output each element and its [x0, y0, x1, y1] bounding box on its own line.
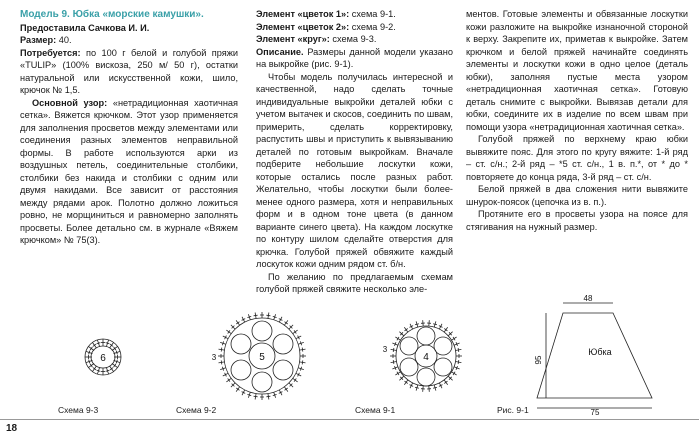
stitch-mark	[393, 348, 394, 352]
stitch-mark	[254, 396, 258, 397]
col3-paragraph-3: Белой пряжей в два сложения нити вывяжите шнурок-поясок (цепочка из в. п.).	[466, 184, 688, 207]
element-1-value: схема 9-1.	[351, 9, 396, 19]
pattern-top-width: 48	[583, 294, 593, 303]
scheme-9-3-center: 6	[100, 353, 106, 364]
stitch-mark	[285, 322, 288, 324]
pattern-height: 95	[534, 355, 543, 365]
stitch-mark	[302, 348, 303, 352]
author-line: Предоставила Сачкова И. И.	[20, 22, 150, 33]
size-label: Размер:	[20, 35, 57, 45]
element-3-label: Элемент «круг»:	[256, 34, 330, 44]
stitch-mark	[228, 330, 230, 333]
element-2-value: схема 9-2.	[351, 21, 396, 32]
pattern-text: «нетрадиционная хаотичная сетка». Вяжется крючком. Этот узор применяется для заполнения просветов между элементами или соединения разных элементов неправильной формы. В работе используются арки из воздушных петель, соединительные столбики, столбики без накида и столбики с одним или двумя накидами. Все зависит от расстояния между рядами арок. Полотно должно ложиться ровно, не морщиниться и равномерно заполнять просветы. Более детально см. в журнале «Вяжем крючком» № 75(3).	[20, 97, 238, 245]
stitch-mark	[266, 396, 270, 397]
page-number: 18	[6, 423, 18, 434]
stitch-mark	[228, 379, 230, 382]
scheme-9-2-row-label: 3	[211, 353, 217, 362]
scheme-9-3-caption: Схема 9-3	[58, 405, 99, 415]
stitch-mark	[458, 360, 459, 364]
element-1-label: Элемент «цветок 1»:	[256, 9, 350, 19]
needs-text: по 100 г белой и голубой пряжи «TULIP» (100% вискоза, 250 м/ 50 г), остатки натуральной или искусственной кожи, шило, крючок № 1,5.	[20, 47, 238, 95]
needs-label: Потребуется:	[20, 47, 81, 58]
element-2-label: Элемент «цветок 2»:	[256, 21, 350, 32]
stitch-mark	[302, 360, 303, 364]
model-title: Модель 9. Юбка «морские камушки».	[20, 9, 204, 20]
stitch-mark	[254, 315, 258, 316]
pattern-label: Юбка	[588, 347, 612, 357]
col3-paragraph-4: Протяните его в просветы узора на поясе для стягивания на нужный размер.	[466, 209, 688, 232]
stitch-mark	[433, 324, 437, 325]
page-footer-rule	[0, 419, 699, 420]
scheme-9-2-diagram	[212, 312, 306, 400]
stitch-mark	[221, 360, 222, 364]
figure-9-1-caption: Рис. 9-1	[497, 405, 529, 415]
stitch-mark	[266, 315, 270, 316]
stitch-mark	[236, 388, 239, 390]
col3-paragraph-2: Голубой пряжей по верхнему краю юбки вывяжите пояс. Для этого по кругу вяжите: 1-й ряд – ст. с/н.; 2-й ряд – *5 ст. с/н., 1 в. п.*, от * до * повторяете до конца ряда, 3-й ряд – ст. с/н.	[466, 134, 688, 182]
description-label: Описание.	[256, 46, 304, 57]
stitch-mark	[294, 330, 296, 333]
stitch-mark	[285, 388, 288, 390]
pattern-label: Основной узор:	[32, 97, 108, 108]
scheme-9-2-caption: Схема 9-2	[176, 405, 217, 415]
scheme-9-3-diagram	[85, 339, 121, 375]
scheme-9-1-caption: Схема 9-1	[355, 405, 396, 415]
stitch-mark	[221, 348, 222, 352]
stitch-mark	[393, 360, 394, 364]
stitch-mark	[294, 379, 296, 382]
description-text: Размеры данной модели указано на выкройке (рис. 9-1).	[256, 46, 453, 69]
scheme-9-1-center: 4	[423, 352, 429, 363]
scheme-9-1-diagram	[383, 320, 462, 392]
pattern-bottom-width: 75	[590, 408, 600, 417]
col2-paragraph-2: По желанию по предлагаемым схемам голубой пряжей свяжите несколько эле-	[256, 271, 453, 294]
col2-paragraph-1: Чтобы модель получилась интересной и качественной, надо сделать точные индивидуальные выкройки деталей юбки с учетом вытачек и скосов, соединить по швам, примерить, сделать корректировку, распустить швы и приступить к вывязыванию деталей по готовым выкройкам. Вначале подберите небольшие лоскутки кожи, которые остались после разных работ. Желательно, чтобы лоскутки были более-менее одного размера, хотя и неправильных форм и в одном тоне цвета (в данном варианте синего цвета). На каждом лоскутке по контуру шилом сделайте отверстия для крючка. Голубой пряжей обвяжите каждый лоскуток кожи одним рядом ст. б/н.	[256, 71, 453, 269]
stitch-mark	[236, 322, 239, 324]
stitch-mark	[433, 387, 437, 388]
size-value: 40.	[58, 35, 72, 45]
stitch-mark	[415, 324, 419, 325]
stitch-mark	[415, 387, 419, 388]
scheme-9-2-center: 5	[259, 352, 265, 363]
element-3-value: схема 9-3.	[332, 34, 377, 44]
col3-paragraph-1: ментов. Готовые элементы и обвязанные лоскутки кожи разложите на выкройке изнаночной стороной к верху. Закрепите их, приметав к выкройке. Затем крючком и белой пряжей начинайте соединять элементы и лоскутки кожи в одно целое (деталь юбки), заполняя пустые места узором «нетрадиционная хаотичная сетка». Готовую деталь снимите с выкройки. Вывязав детали для юбки, соедините их в изделие по всем швам при помощи узора «нетрадиционная хаотичная сетка».	[466, 9, 688, 132]
stitch-mark	[458, 348, 459, 352]
scheme-9-1-row-label: 3	[382, 345, 388, 354]
